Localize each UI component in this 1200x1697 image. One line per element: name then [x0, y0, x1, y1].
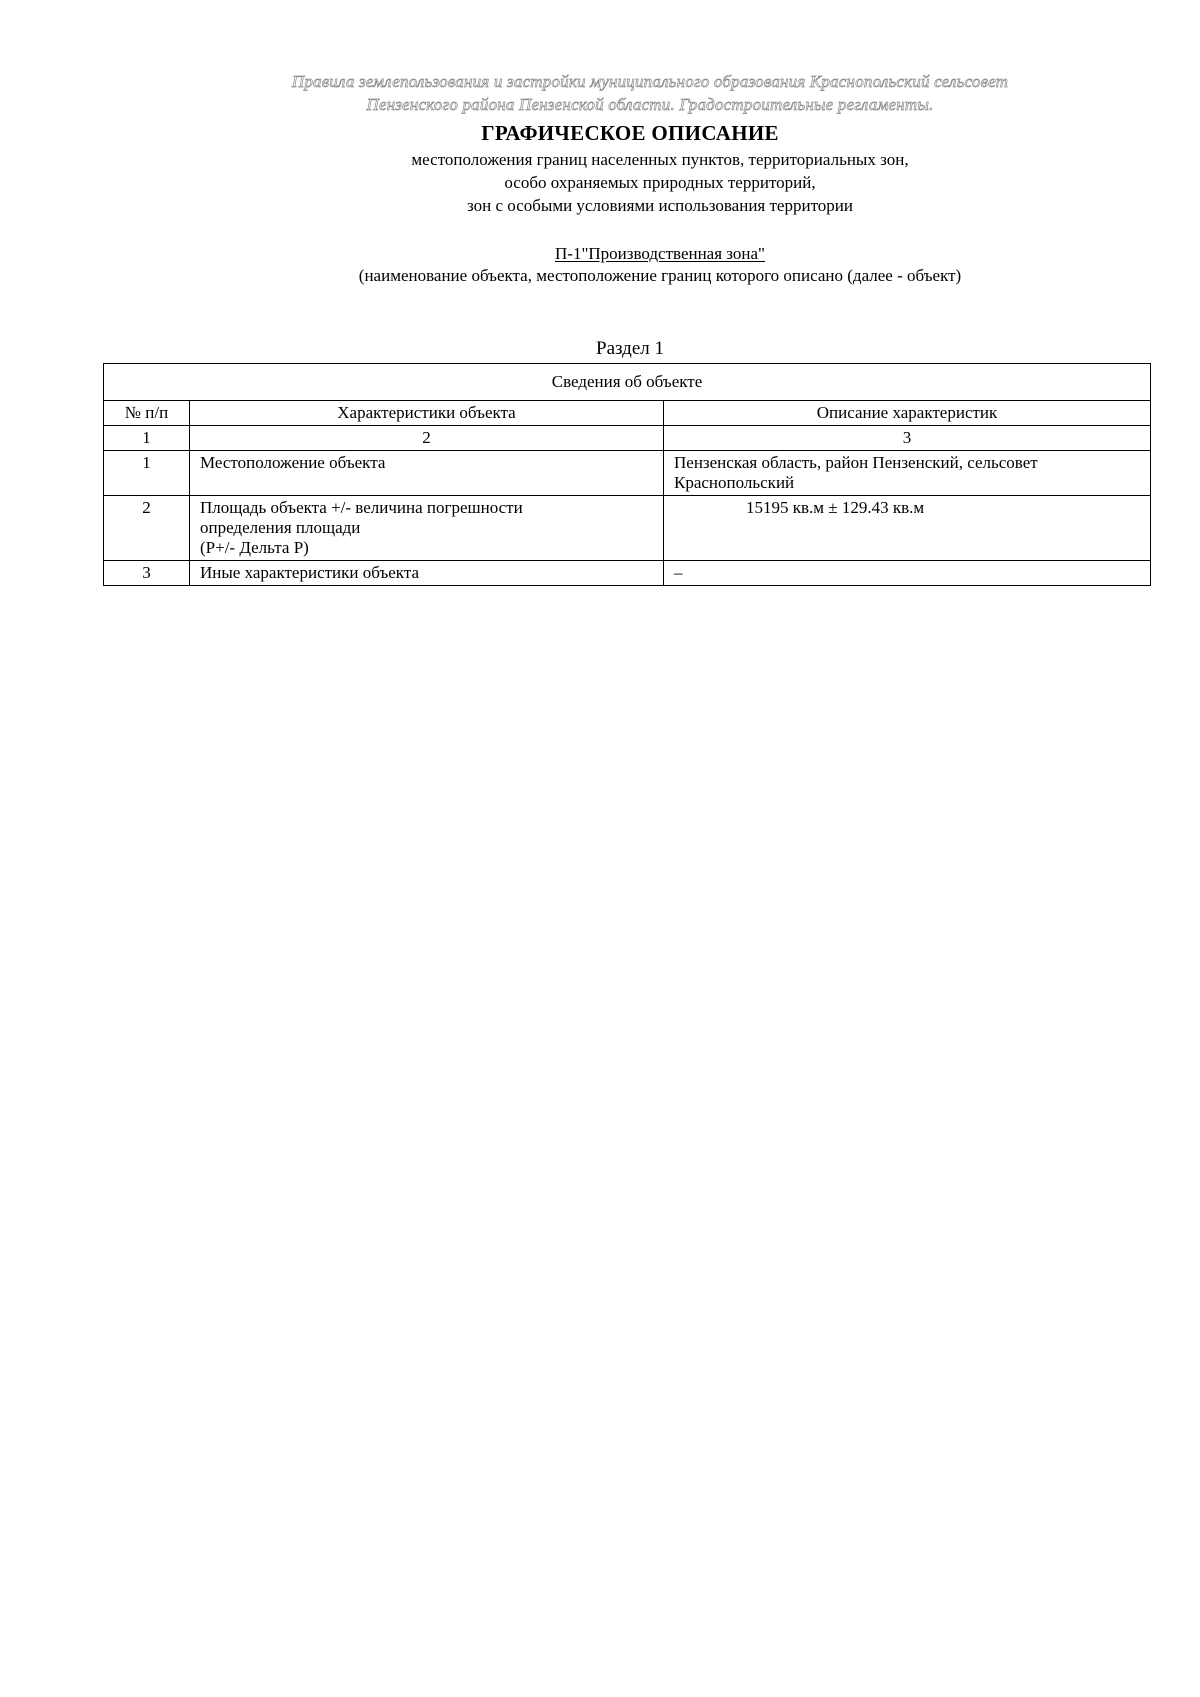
row-description: 15195 кв.м ± 129.43 кв.м [664, 496, 1151, 561]
row-description-line-2: Краснопольский [674, 473, 795, 492]
column-number-2: 2 [190, 426, 664, 451]
running-header-line-2: Пензенского района Пензенской области. Градостроительные регламенты. [366, 95, 934, 114]
row-characteristic [190, 496, 664, 561]
section-label: Раздел 1 [596, 338, 664, 359]
running-header-line-1: Правила землепользования и застройки муниципального образования Краснопольский сельсовет [291, 72, 1009, 91]
object-name: П-1"Производственная зона" [555, 244, 765, 263]
header-characteristic: Характеристики объекта [190, 401, 664, 426]
table-row [104, 496, 1151, 561]
table-caption: Сведения об объекте [104, 364, 1151, 401]
row-description: – [664, 561, 1151, 586]
row-characteristic-line-1: Площадь объекта +/- величина погрешности [200, 498, 523, 517]
row-num: 3 [104, 561, 190, 586]
column-number-1: 1 [104, 426, 190, 451]
running-header [200, 70, 1100, 116]
column-number-3: 3 [664, 426, 1151, 451]
document-subtitle [220, 148, 1100, 217]
row-characteristic: Иные характеристики объекта [190, 561, 664, 586]
row-characteristic-line-3: (P+/- Дельта P) [200, 538, 309, 557]
row-characteristic: Местоположение объекта [190, 451, 664, 496]
object-name-caption: (наименование объекта, местоположение границ которого описано (далее - объект) [358, 266, 962, 285]
table-row [104, 561, 1151, 586]
row-num: 2 [104, 496, 190, 561]
subtitle-line-3: зон с особыми условиями использования территории [467, 196, 853, 215]
row-description [664, 451, 1151, 496]
object-info-table [103, 363, 1151, 586]
table-caption-row [104, 364, 1151, 401]
table-row [104, 451, 1151, 496]
header-num: № п/п [104, 401, 190, 426]
document-title: ГРАФИЧЕСКОЕ ОПИСАНИЕ [481, 121, 779, 145]
subtitle-line-1: местоположения границ населенных пунктов, территориальных зон, [411, 150, 909, 169]
column-number-row [104, 426, 1151, 451]
subtitle-line-2: особо охраняемых природных территорий, [504, 173, 816, 192]
table-header-row [104, 401, 1151, 426]
header-description: Описание характеристик [664, 401, 1151, 426]
row-characteristic-line-2: определения площади [200, 518, 361, 537]
object-name-line [300, 243, 1020, 265]
row-num: 1 [104, 451, 190, 496]
row-description-line-1: Пензенская область, район Пензенский, сельсовет [674, 453, 1038, 472]
